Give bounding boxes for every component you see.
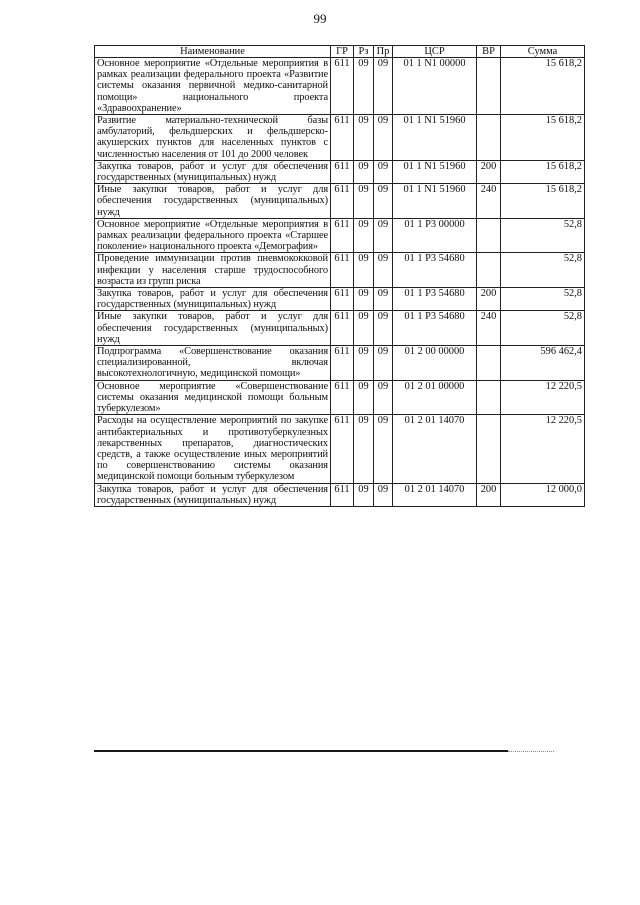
row-name: Проведение иммунизации против пневмококковой инфекции у населения старше трудоспособного возраста из групп риска: [95, 253, 331, 288]
row-gr: 611: [331, 115, 354, 161]
row-gr: 611: [331, 288, 354, 311]
row-gr: 611: [331, 160, 354, 183]
row-vr: [477, 115, 501, 161]
row-pr: 09: [374, 311, 393, 346]
table-row: [95, 58, 585, 115]
row-pr: 09: [374, 380, 393, 415]
row-vr: [477, 58, 501, 115]
row-vr: [477, 380, 501, 415]
row-name: Закупка товаров, работ и услуг для обеспечения государственных (муниципальных) нужд: [95, 160, 331, 183]
table-row: [95, 380, 585, 415]
row-pr: 09: [374, 184, 393, 219]
table-row: [95, 184, 585, 219]
row-csr: 01 2 01 14070: [393, 483, 477, 506]
row-name: Расходы на осуществление мероприятий по закупке антибактериальных и противотуберкулезных лекарственных препаратов, диагностических средств, а также осуществление иных мероприятий по совершенствованию системы оказания медицинской помощи больным туберкулезом: [95, 415, 331, 483]
row-pr: 09: [374, 115, 393, 161]
page-number: 99: [313, 11, 327, 26]
table-row: [95, 288, 585, 311]
table-row: [95, 346, 585, 381]
row-vr: [477, 346, 501, 381]
row-csr: 01 2 01 00000: [393, 380, 477, 415]
table-row: [95, 415, 585, 483]
row-sum: 52,8: [501, 311, 585, 346]
header-vr: ВР: [477, 46, 501, 58]
row-name: Основное мероприятие «Отдельные мероприятия в рамках реализации федерального проекта «Развитие системы оказания первичной медико-санитарной помощи» национального проекта «Здравоохранение»: [95, 58, 331, 115]
row-name: Закупка товаров, работ и услуг для обеспечения государственных (муниципальных) нужд: [95, 288, 331, 311]
row-gr: 611: [331, 58, 354, 115]
row-gr: 611: [331, 253, 354, 288]
table-row: [95, 483, 585, 506]
header-csr: ЦСР: [393, 46, 477, 58]
table-row: [95, 311, 585, 346]
row-gr: 611: [331, 218, 354, 253]
row-pr: 09: [374, 483, 393, 506]
table-row: [95, 115, 585, 161]
row-name: Иные закупки товаров, работ и услуг для обеспечения государственных (муниципальных) нужд: [95, 184, 331, 219]
bottom-rule: [94, 750, 508, 752]
row-vr: [477, 253, 501, 288]
table-row: [95, 253, 585, 288]
row-pr: 09: [374, 160, 393, 183]
header-sum: Сумма: [501, 46, 585, 58]
row-sum: 15 618,2: [501, 184, 585, 219]
row-sum: 12 220,5: [501, 380, 585, 415]
row-pr: 09: [374, 253, 393, 288]
row-pr: 09: [374, 218, 393, 253]
row-name: Основное мероприятие «Совершенствование системы оказания медицинской помощи больным туберкулезом»: [95, 380, 331, 415]
header-name: Наименование: [95, 46, 331, 58]
row-sum: 52,8: [501, 288, 585, 311]
row-rz: 09: [354, 311, 374, 346]
row-csr: 01 1 P3 54680: [393, 253, 477, 288]
table-header-row: [95, 46, 585, 58]
row-rz: 09: [354, 253, 374, 288]
row-rz: 09: [354, 218, 374, 253]
row-gr: 611: [331, 311, 354, 346]
row-pr: 09: [374, 346, 393, 381]
header-pr: Пр: [374, 46, 393, 58]
row-pr: 09: [374, 415, 393, 483]
table-row: [95, 218, 585, 253]
row-rz: 09: [354, 288, 374, 311]
row-rz: 09: [354, 115, 374, 161]
row-gr: 611: [331, 346, 354, 381]
row-sum: 15 618,2: [501, 160, 585, 183]
row-vr: 200: [477, 483, 501, 506]
row-sum: 15 618,2: [501, 115, 585, 161]
row-csr: 01 2 01 14070: [393, 415, 477, 483]
row-rz: 09: [354, 160, 374, 183]
row-sum: 12 220,5: [501, 415, 585, 483]
table-row: [95, 160, 585, 183]
row-csr: 01 1 P3 00000: [393, 218, 477, 253]
row-csr: 01 2 00 00000: [393, 346, 477, 381]
row-vr: 200: [477, 160, 501, 183]
row-sum: 12 000,0: [501, 483, 585, 506]
row-csr: 01 1 N1 51960: [393, 160, 477, 183]
row-rz: 09: [354, 483, 374, 506]
row-rz: 09: [354, 415, 374, 483]
row-pr: 09: [374, 288, 393, 311]
row-vr: 240: [477, 311, 501, 346]
row-name: Закупка товаров, работ и услуг для обеспечения государственных (муниципальных) нужд: [95, 483, 331, 506]
row-sum: 52,8: [501, 253, 585, 288]
row-rz: 09: [354, 184, 374, 219]
row-csr: 01 1 P3 54680: [393, 311, 477, 346]
row-gr: 611: [331, 184, 354, 219]
row-rz: 09: [354, 58, 374, 115]
row-rz: 09: [354, 380, 374, 415]
row-name: Подпрограмма «Совершенствование оказания специализированной, включая высокотехнологичную, медицинской помощи»: [95, 346, 331, 381]
row-name: Иные закупки товаров, работ и услуг для обеспечения государственных (муниципальных) нужд: [95, 311, 331, 346]
row-name: Основное мероприятие «Отдельные мероприятия в рамках реализации федерального проекта «Старшее поколение» национального проекта «Демография»: [95, 218, 331, 253]
row-vr: 240: [477, 184, 501, 219]
row-vr: [477, 218, 501, 253]
header-rz: Рз: [354, 46, 374, 58]
row-rz: 09: [354, 346, 374, 381]
budget-table: [94, 45, 585, 507]
row-vr: [477, 415, 501, 483]
row-csr: 01 1 N1 51960: [393, 184, 477, 219]
bottom-rule-tail: [508, 751, 554, 752]
row-pr: 09: [374, 58, 393, 115]
row-gr: 611: [331, 483, 354, 506]
row-gr: 611: [331, 380, 354, 415]
row-csr: 01 1 P3 54680: [393, 288, 477, 311]
row-vr: 200: [477, 288, 501, 311]
row-name: Развитие материально-технической базы амбулаторий, фельдшерских и фельдшерско-акушерских пунктов для населенных пунктов с численностью населения от 101 до 2000 человек: [95, 115, 331, 161]
row-sum: 15 618,2: [501, 58, 585, 115]
row-gr: 611: [331, 415, 354, 483]
row-sum: 52,8: [501, 218, 585, 253]
row-csr: 01 1 N1 51960: [393, 115, 477, 161]
row-sum: 596 462,4: [501, 346, 585, 381]
header-gr: ГР: [331, 46, 354, 58]
row-csr: 01 1 N1 00000: [393, 58, 477, 115]
